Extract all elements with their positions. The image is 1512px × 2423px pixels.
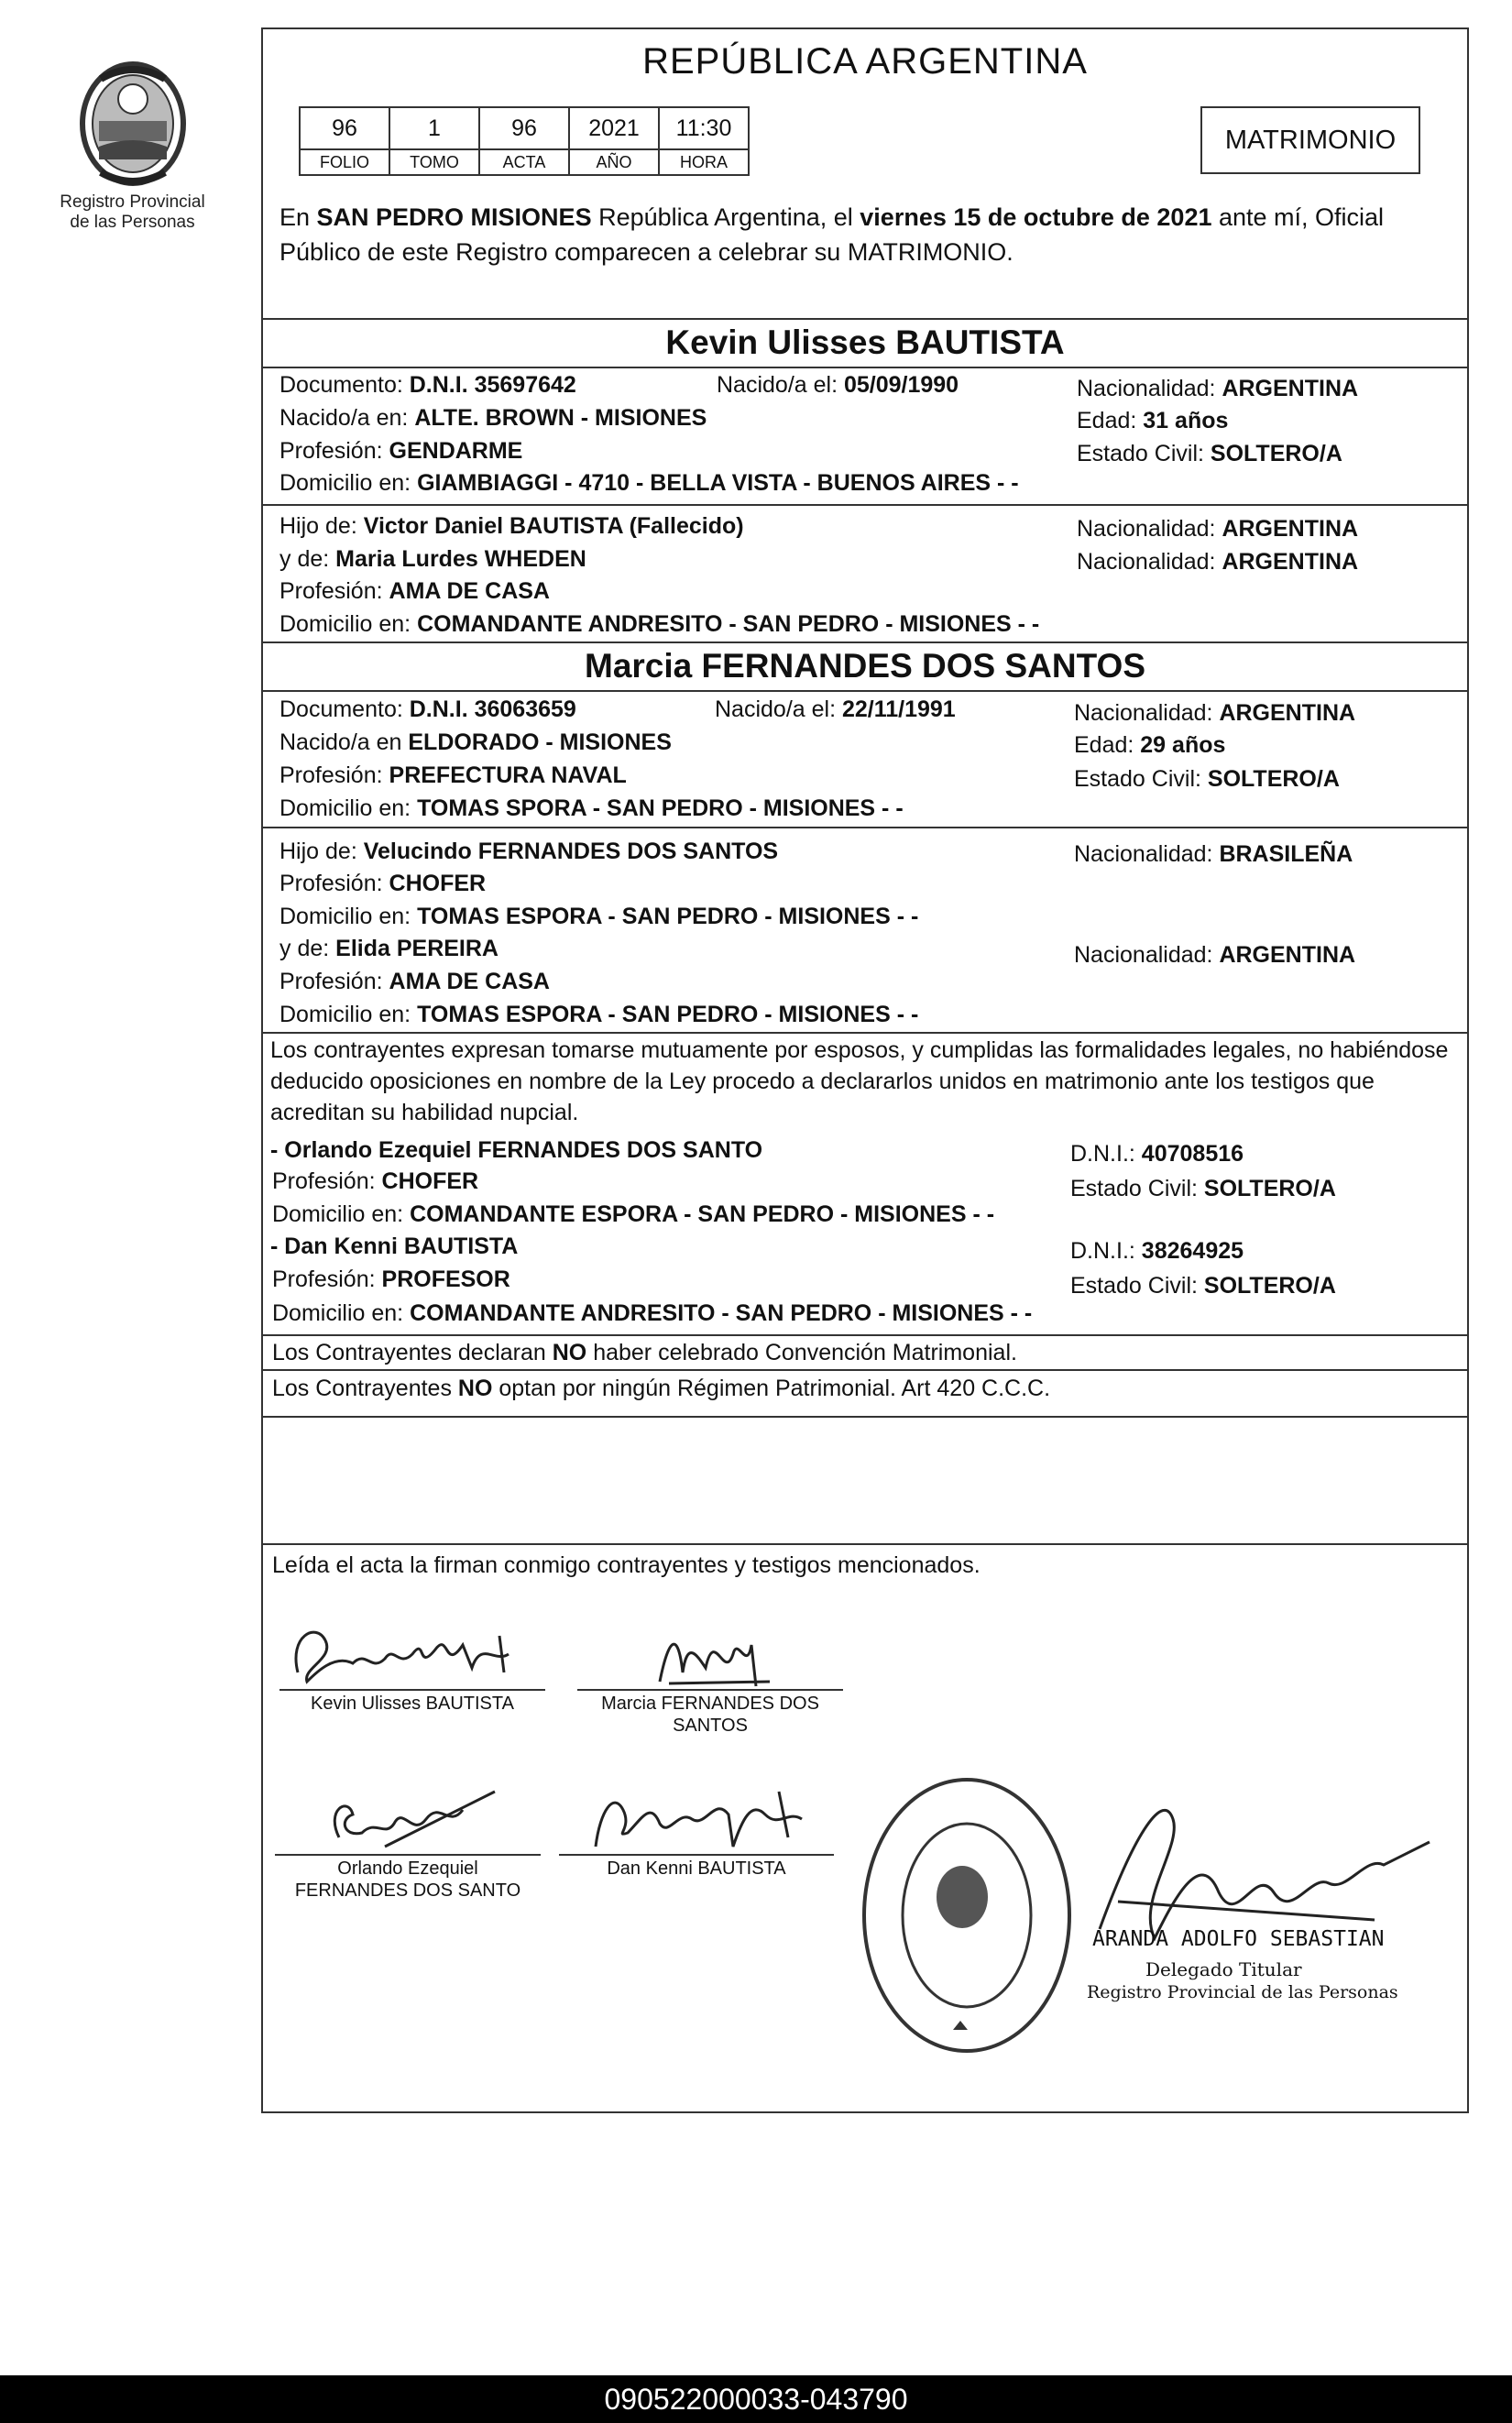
field-label: Profesión: [279, 438, 389, 464]
field-value: TOMAS ESPORA - SAN PEDRO - MISIONES - - [417, 1002, 919, 1027]
witness1-dni [1070, 1140, 1244, 1168]
spouse1-mother-profession [279, 577, 550, 605]
signature-name-line2: FERNANDES DOS SANTO [294, 1880, 521, 1901]
registry-caption-line1: Registro Provincial [60, 192, 205, 212]
field-label: Nacionalidad: [1077, 376, 1222, 401]
witness2-name [270, 1233, 518, 1260]
spouse1-birthdate [717, 371, 959, 399]
section-divider [261, 1032, 1469, 1034]
signature-line [275, 1854, 541, 1856]
section-divider [261, 827, 1469, 828]
section-divider [261, 1334, 1469, 1336]
spouse2-address [279, 795, 904, 822]
field-label: Nacionalidad: [1074, 700, 1220, 726]
official-signature-block [1081, 1792, 1448, 2030]
field-label: Domicilio en: [279, 470, 418, 496]
spouse2-mother-profession [279, 968, 550, 995]
registry-seal [857, 1773, 1077, 2057]
official-seal-icon [857, 1773, 1077, 2057]
spouse2-birthdate [715, 696, 956, 723]
spouse2-document [279, 696, 576, 723]
spouse1-nationality [1077, 375, 1358, 402]
official-name: ARANDA ADOLFO SEBASTIAN [1092, 1927, 1385, 1951]
spouse1-age [1077, 407, 1228, 434]
spouse2-mother-address [279, 1001, 918, 1028]
spouse1-civil-status [1077, 440, 1342, 467]
field-value: TOMAS ESPORA - SAN PEDRO - MISIONES - - [417, 904, 919, 929]
field-label: y de: [279, 936, 336, 961]
spouse1-father [279, 512, 744, 540]
field-value: 40708516 [1141, 1141, 1244, 1167]
declaration-text: Los contrayentes expresan tomarse mutuamente por esposos, y cumplidas las formalidades legales, no habiéndose deducido oposiciones en nombre de la Ley procedo a declararlos unidos en matrimonio ante los testigos que acreditan su habilidad nupcial. [270, 1037, 1449, 1125]
spouse1-parents-address [279, 610, 1039, 638]
section-divider [261, 367, 1469, 368]
field-label: Estado Civil: [1070, 1176, 1204, 1201]
field-label: Profesión: [272, 1168, 382, 1194]
field-label: Domicilio en: [272, 1201, 411, 1227]
field-label: y de: [279, 546, 336, 572]
anio-label: AÑO [569, 149, 659, 175]
spouse2-birthplace [279, 729, 672, 756]
intro-paragraph [279, 200, 1471, 269]
spouse2-name: Marcia FERNANDES DOS SANTOS [585, 647, 1145, 685]
field-label: Hijo de: [279, 839, 364, 864]
handwritten-signature-icon [577, 1617, 843, 1691]
handwritten-signature-icon [279, 1617, 554, 1691]
official-role: Delegado Titular [1145, 1958, 1302, 1980]
acta-value: 96 [479, 107, 569, 149]
spouse1-mother-nationality [1077, 548, 1358, 576]
hora-label: HORA [659, 149, 749, 175]
field-value: 22/11/1991 [841, 696, 956, 722]
statement-text: Los Contrayentes [272, 1376, 458, 1401]
intro-date: viernes 15 de octubre de 2021 [860, 203, 1212, 231]
hora-value: 11:30 [659, 107, 749, 149]
statement-emphasis: NO [552, 1340, 587, 1365]
section-divider [261, 1543, 1469, 1545]
section-divider [261, 1369, 1469, 1371]
field-value: Maria Lurdes WHEDEN [335, 546, 586, 572]
statement-emphasis: NO [457, 1376, 493, 1401]
signature-name-line1: Marcia FERNANDES DOS [601, 1694, 819, 1714]
intro-text: En [279, 203, 317, 231]
witness2-dni [1070, 1237, 1244, 1265]
field-value: 05/09/1990 [843, 372, 959, 398]
field-label: D.N.I.: [1070, 1238, 1142, 1264]
spouse2-mother [279, 935, 499, 962]
field-value: SOLTERO/A [1203, 1176, 1336, 1201]
field-label: Profesión: [279, 871, 389, 896]
witness1-civil-status [1070, 1175, 1336, 1202]
field-value: ARGENTINA [1222, 376, 1359, 401]
field-value: 38264925 [1141, 1238, 1244, 1264]
spouse2-civil-status [1074, 765, 1340, 793]
intro-text: República Argentina, el [591, 203, 860, 231]
witness-name: - Dan Kenni BAUTISTA [270, 1233, 519, 1259]
field-label: Nacionalidad: [1074, 942, 1220, 968]
spouse2-nationality [1074, 699, 1355, 727]
document-code-bar: 090522000033-043790 [0, 2375, 1512, 2423]
closing-text: Leída el acta la firman conmigo contrayentes y testigos mencionados. [272, 1552, 981, 1578]
field-label: Profesión: [279, 578, 389, 604]
field-label: Nacionalidad: [1074, 841, 1220, 867]
signature-line [559, 1854, 834, 1856]
field-label: Edad: [1074, 732, 1141, 758]
witness2-address [272, 1299, 1032, 1327]
field-value: CHOFER [381, 1168, 479, 1194]
tomo-value: 1 [389, 107, 479, 149]
field-value: 31 años [1143, 408, 1229, 433]
registry-logo [57, 55, 208, 233]
field-value: ALTE. BROWN - MISIONES [414, 405, 707, 431]
field-label: Nacionalidad: [1077, 549, 1222, 575]
signature-marcia [577, 1617, 843, 1755]
spouse2-father [279, 838, 778, 865]
field-label: Nacido/a el: [717, 372, 844, 398]
spouse2-age [1074, 731, 1225, 759]
acta-label: ACTA [479, 149, 569, 175]
field-value: Victor Daniel BAUTISTA (Fallecido) [363, 513, 744, 539]
field-value: PREFECTURA NAVAL [389, 762, 627, 788]
field-value: AMA DE CASA [389, 969, 550, 994]
official-org: Registro Provincial de las Personas [1087, 1982, 1398, 2002]
spouse2-profession [279, 762, 627, 789]
field-label: Estado Civil: [1074, 766, 1208, 792]
convention-statement-2 [272, 1375, 1050, 1402]
field-value: TOMAS SPORA - SAN PEDRO - MISIONES - - [417, 795, 904, 821]
signature-line [577, 1689, 843, 1691]
field-label: Domicilio en: [279, 904, 418, 929]
field-value: Velucindo FERNANDES DOS SANTOS [363, 839, 779, 864]
spouse1-father-nationality [1077, 515, 1358, 543]
field-value: Elida PEREIRA [335, 936, 499, 961]
folio-table [299, 106, 750, 176]
witness1-address [272, 1201, 994, 1228]
signature-kevin [279, 1617, 554, 1718]
section-divider [261, 690, 1469, 692]
signature-name-line2: SANTOS [673, 1716, 748, 1736]
field-label: Domicilio en: [279, 611, 418, 637]
statement-text: Los Contrayentes declaran [272, 1340, 553, 1365]
field-label: Nacionalidad: [1077, 516, 1222, 542]
spouse2-father-address [279, 903, 918, 930]
section-divider [261, 504, 1469, 506]
field-value: D.N.I. 35697642 [409, 372, 576, 398]
field-label: Profesión: [272, 1266, 382, 1292]
field-label: Profesión: [279, 762, 389, 788]
field-label: Nacido/a en: [279, 405, 415, 431]
field-value: PROFESOR [381, 1266, 510, 1292]
signature-orlando [275, 1782, 541, 1911]
signature-name-line1: Orlando Ezequiel [337, 1858, 478, 1879]
field-value: AMA DE CASA [389, 578, 550, 604]
spouse1-document [279, 371, 576, 399]
field-value: SOLTERO/A [1207, 766, 1340, 792]
field-value: CHOFER [389, 871, 487, 896]
field-label: Profesión: [279, 969, 389, 994]
signature-line [279, 1689, 545, 1691]
spouse1-address [279, 469, 1019, 497]
field-label: Nacido/a en [279, 729, 409, 755]
spouse1-mother [279, 545, 586, 573]
section-divider [261, 318, 1469, 320]
field-value: SOLTERO/A [1203, 1273, 1336, 1299]
field-label: Documento: [279, 696, 410, 722]
spouse1-name: Kevin Ulisses BAUTISTA [665, 323, 1065, 361]
registry-caption-line2: de las Personas [70, 213, 195, 232]
field-value: 29 años [1140, 732, 1226, 758]
intro-text: ante mí, Oficial Público de este Registro comparecen a celebrar su MATRIMONIO. [279, 203, 1385, 266]
provincial-emblem-icon [73, 55, 192, 192]
document-title: REPÚBLICA ARGENTINA [642, 41, 1088, 82]
field-value: GIAMBIAGGI - 4710 - BELLA VISTA - BUENOS AIRES - - [417, 470, 1019, 496]
field-label: Estado Civil: [1077, 441, 1211, 466]
field-label: Hijo de: [279, 513, 364, 539]
field-label: Domicilio en: [279, 795, 418, 821]
witness2-civil-status [1070, 1272, 1336, 1299]
field-value: D.N.I. 36063659 [409, 696, 576, 722]
convention-statement-1 [272, 1339, 1017, 1366]
anio-value: 2021 [569, 107, 659, 149]
signature-name: Dan Kenni BAUTISTA [607, 1858, 786, 1879]
folio-label: FOLIO [300, 149, 389, 175]
signature-dan [559, 1782, 834, 1892]
field-value: COMANDANTE ESPORA - SAN PEDRO - MISIONES - - [410, 1201, 995, 1227]
tomo-label: TOMO [389, 149, 479, 175]
field-value: SOLTERO/A [1210, 441, 1342, 466]
witness1-name [270, 1136, 762, 1164]
statement-text: optan por ningún Régimen Patrimonial. Art 420 C.C.C. [492, 1376, 1051, 1401]
field-value: BRASILEÑA [1219, 841, 1353, 867]
field-value: ARGENTINA [1219, 700, 1356, 726]
handwritten-signature-icon [559, 1782, 834, 1856]
spouse2-father-nationality [1074, 840, 1353, 868]
field-label: D.N.I.: [1070, 1141, 1142, 1167]
intro-place: SAN PEDRO MISIONES [316, 203, 592, 231]
witness2-profession [272, 1266, 510, 1293]
field-value: COMANDANTE ANDRESITO - SAN PEDRO - MISIONES - - [417, 611, 1040, 637]
handwritten-signature-icon [275, 1782, 541, 1856]
folio-value: 96 [300, 107, 389, 149]
witness1-profession [272, 1168, 478, 1195]
field-value: ELDORADO - MISIONES [408, 729, 672, 755]
section-divider [261, 641, 1469, 643]
spouse2-father-profession [279, 870, 486, 897]
spouse2-mother-nationality [1074, 941, 1355, 969]
statement-text: haber celebrado Convención Matrimonial. [586, 1340, 1017, 1365]
act-type-box: MATRIMONIO [1200, 106, 1420, 174]
field-value: GENDARME [389, 438, 523, 464]
field-value: COMANDANTE ANDRESITO - SAN PEDRO - MISIONES - - [410, 1300, 1033, 1326]
field-label: Domicilio en: [272, 1300, 411, 1326]
witness-name: - Orlando Ezequiel FERNANDES DOS SANTO [270, 1137, 763, 1163]
field-label: Nacido/a el: [715, 696, 842, 722]
field-label: Estado Civil: [1070, 1273, 1204, 1299]
signature-name: Kevin Ulisses BAUTISTA [311, 1694, 514, 1714]
spouse1-profession [279, 437, 522, 465]
field-label: Domicilio en: [279, 1002, 418, 1027]
field-value: ARGENTINA [1222, 549, 1359, 575]
field-value: ARGENTINA [1222, 516, 1359, 542]
handwritten-signature-icon [1081, 1792, 1448, 1947]
field-label: Documento: [279, 372, 410, 398]
field-value: ARGENTINA [1219, 942, 1356, 968]
section-divider [261, 1416, 1469, 1418]
spouse1-birthplace [279, 404, 707, 432]
field-label: Edad: [1077, 408, 1144, 433]
